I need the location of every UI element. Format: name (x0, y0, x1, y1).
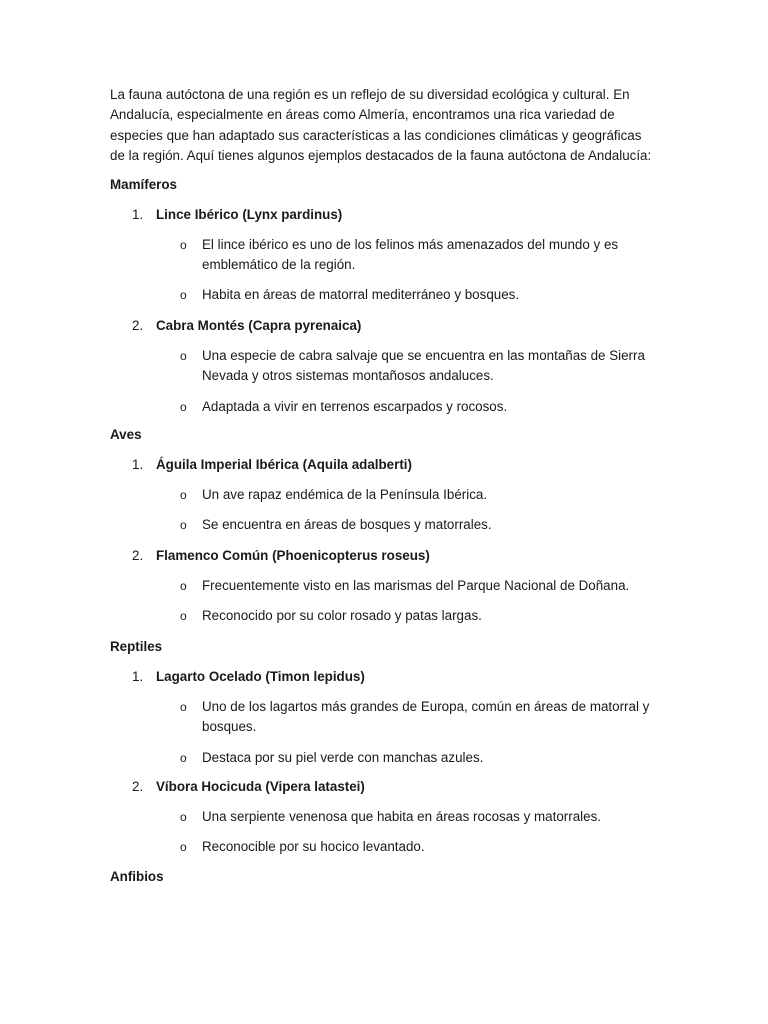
bullet-text: Reconocido por su color rosado y patas largas. (202, 608, 482, 624)
species-name: Flamenco Común (Phoenicopterus roseus) (156, 547, 430, 563)
bullet-marker: o (180, 518, 187, 533)
species-item (110, 205, 660, 225)
list-item (110, 748, 660, 768)
bullet-text: Se encuentra en áreas de bosques y matorrales. (202, 517, 492, 533)
bullet-list (110, 235, 660, 306)
bullet-marker: o (180, 840, 187, 855)
section-mamiferos (110, 175, 660, 417)
section-title: Aves (110, 427, 142, 443)
bullet-text: Una especie de cabra salvaje que se encuentra en las montañas de Sierra Nevada y otros sistemas montañosos andaluces. (202, 347, 645, 384)
species-item (110, 667, 660, 687)
species-item (110, 316, 660, 336)
list-number: 2. (132, 317, 144, 333)
bullet-text: Frecuentemente visto en las marismas del Parque Nacional de Doñana. (202, 577, 630, 593)
document-page (110, 85, 660, 887)
intro-paragraph: La fauna autóctona de una región es un reflejo de su diversidad ecológica y cultural. En Andalucía, especialmente en áreas como Almería, encontramos una rica variedad de especies que han adaptado sus características a las condiciones climáticas y geográficas de la región. Aquí tienes algunos ejemplos destacados de la fauna autóctona de Andalucía: (110, 87, 652, 164)
species-item (110, 777, 660, 797)
bullet-marker: o (180, 609, 187, 624)
bullet-text: Reconocible por su hocico levantado. (202, 839, 425, 855)
bullet-marker: o (180, 488, 187, 503)
species-name: Víbora Hocicuda (Vipera latastei) (156, 778, 365, 794)
bullet-list (110, 485, 660, 536)
section-title: Anfibios (110, 868, 164, 884)
list-number: 1. (132, 457, 144, 473)
species-item (110, 455, 660, 475)
bullet-text: Habita en áreas de matorral mediterráneo y bosques. (202, 287, 520, 303)
bullet-list (110, 576, 660, 627)
list-item (110, 285, 660, 305)
list-item (110, 837, 660, 857)
bullet-marker: o (180, 809, 187, 824)
bullet-text: Adaptada a vivir en terrenos escarpados y rocosos. (202, 398, 508, 414)
bullet-marker: o (180, 699, 187, 714)
bullet-text: Un ave rapaz endémica de la Península Ibérica. (202, 487, 488, 503)
section-aves (110, 425, 660, 627)
list-item (110, 485, 660, 505)
bullet-text: Destaca por su piel verde con manchas azules. (202, 749, 484, 765)
section-title: Reptiles (110, 638, 163, 654)
bullet-list (110, 346, 660, 417)
list-item (110, 606, 660, 626)
bullet-text: El lince ibérico es uno de los felinos más amenazados del mundo y es emblemático de la región. (202, 236, 619, 273)
list-item (110, 397, 660, 417)
section-reptiles (110, 637, 660, 858)
section-anfibios (110, 867, 660, 887)
bullet-list (110, 807, 660, 858)
list-item (110, 576, 660, 596)
list-item (110, 515, 660, 535)
list-number: 2. (132, 547, 144, 563)
section-title: Mamíferos (110, 176, 177, 192)
species-name: Cabra Montés (Capra pyrenaica) (156, 317, 362, 333)
bullet-list (110, 697, 660, 768)
list-number: 2. (132, 778, 144, 794)
bullet-marker: o (180, 399, 187, 414)
list-number: 1. (132, 668, 144, 684)
species-name: Lagarto Ocelado (Timon lepidus) (156, 668, 365, 684)
species-item (110, 546, 660, 566)
bullet-marker: o (180, 237, 187, 252)
list-item (110, 346, 660, 387)
species-name: Águila Imperial Ibérica (Aquila adalberti) (156, 457, 412, 473)
species-name: Lince Ibérico (Lynx pardinus) (156, 206, 343, 222)
list-item (110, 697, 660, 738)
list-number: 1. (132, 206, 144, 222)
bullet-marker: o (180, 578, 187, 593)
list-item (110, 807, 660, 827)
bullet-marker: o (180, 288, 187, 303)
bullet-marker: o (180, 348, 187, 363)
bullet-text: Una serpiente venenosa que habita en áreas rocosas y matorrales. (202, 808, 601, 824)
bullet-marker: o (180, 750, 187, 765)
bullet-text: Uno de los lagartos más grandes de Europa, común en áreas de matorral y bosques. (202, 698, 650, 735)
list-item (110, 235, 660, 276)
